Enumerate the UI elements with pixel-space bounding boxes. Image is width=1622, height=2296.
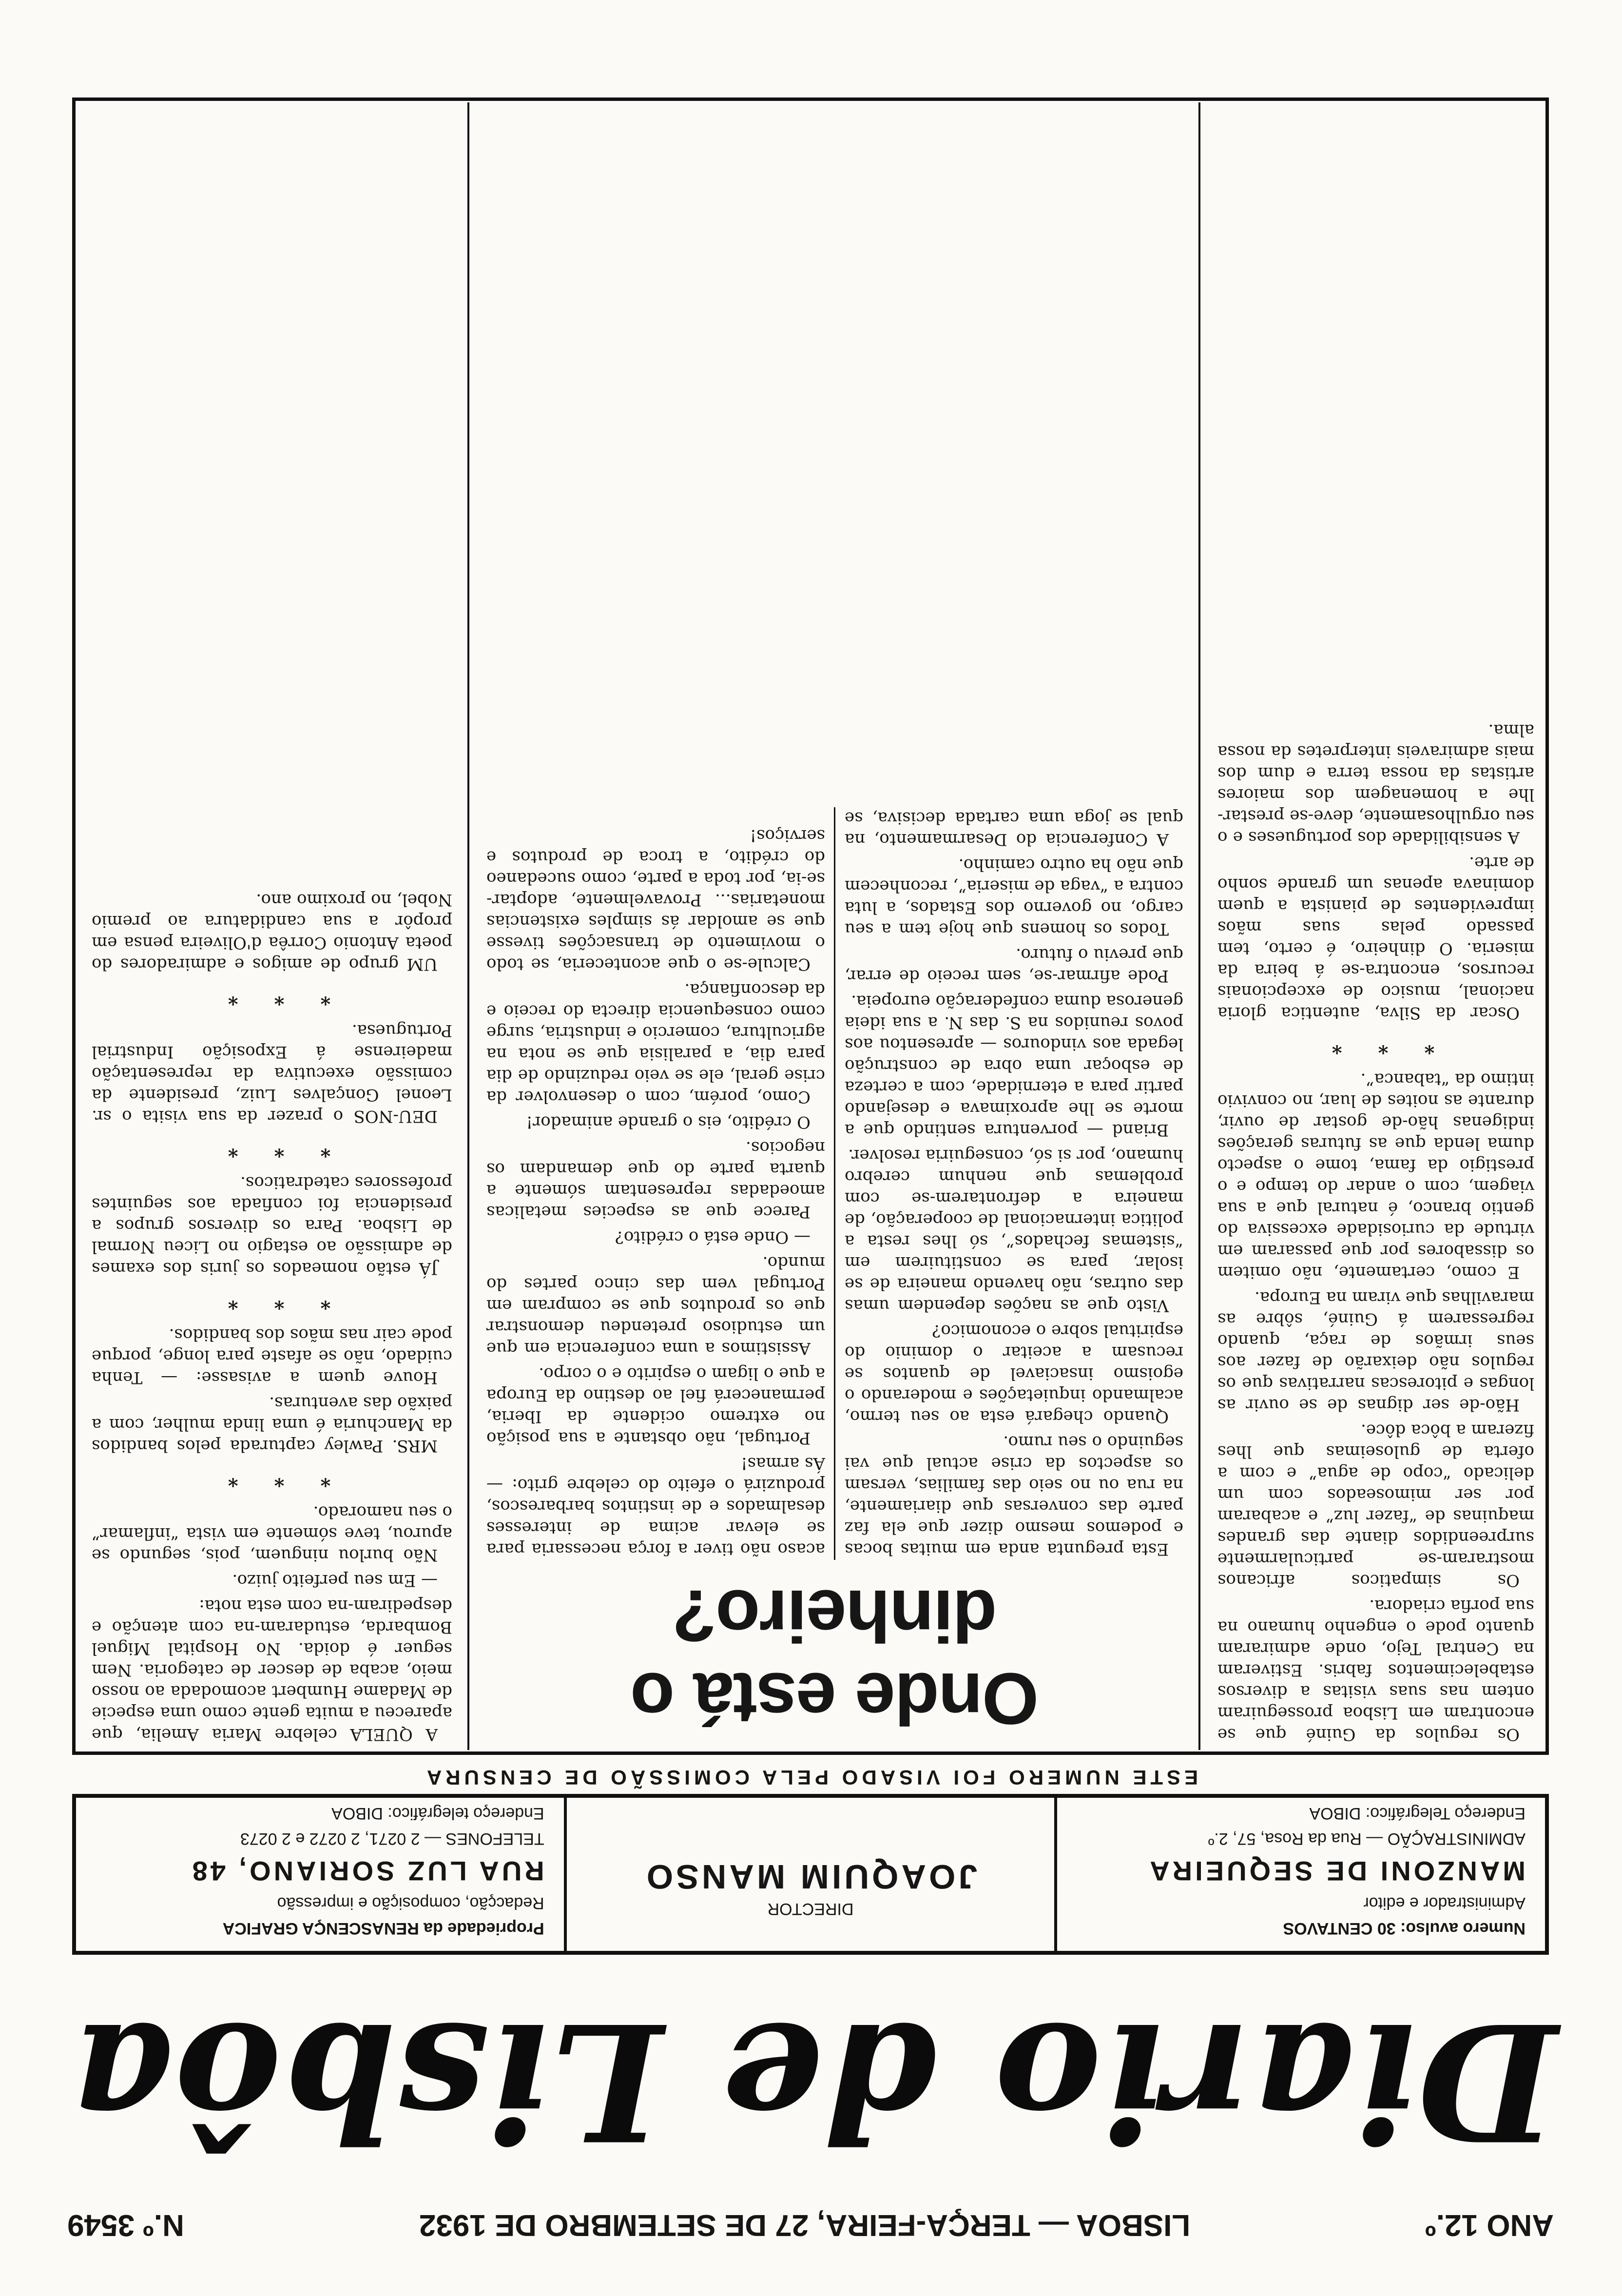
article-paragraph: MRS. Pawley capturada pelos bandidos da Manchuria é uma linda mulher, com a paixão das aventuras. xyxy=(92,1393,452,1456)
separator-stars: * * * xyxy=(213,1290,331,1313)
director-label: DIRECTOR xyxy=(767,1900,854,1918)
dateline: LISBOA — TERÇA-FEIRA, 27 DE SETEMBRO DE 1932 xyxy=(419,2208,1191,2242)
redaction: Redacção, composição e impressão xyxy=(277,1894,544,1912)
article-paragraph: O crédito, eis o grande animador! xyxy=(526,1112,811,1132)
article-paragraph: Parece que as especies metalicas amoedadas representam sómente a quarta parte do que demandam os negocios. xyxy=(486,1138,825,1222)
article-paragraph: E como, certamente, não omitem os dissabores por que passaram em virtude da curiosidade excessiva do gentio branco, é natural que a sua viagem, com o andar do tempo e o prestigio da fama, tome o aspecto duma lenda que as futuras gerações indigenas hão-de gostar de ouvir, durante as noites de luar, no convivio intimo da “tabanca”. xyxy=(1217,1070,1534,1282)
separator-stars: * * * xyxy=(213,1138,331,1161)
article-paragraph: Quando chegará esta ao seu termo, acalmando inquietações e moderando o egoismo insaciavel de quantos se recusam a aceitar o dominio do espiritual sobre o economico? xyxy=(845,1321,1183,1426)
separator-stars: * * * xyxy=(213,1468,331,1491)
separator-stars: * * * xyxy=(1317,1035,1435,1058)
article-paragraph: A Conferencia do Desarmamento, na qual se joga uma cartada decisiva, se acaso não tiver a força necessaria para se elevar acima de interesses desalmados e de instintos barbarescos, produzirá o efeito do celebre grito: — Ás armas! xyxy=(486,808,1183,1559)
admin-name: MANZONI DE SEQUEIRA xyxy=(1147,1856,1525,1887)
publisher-info-box xyxy=(72,1794,1549,1955)
admin-address: ADMINISTRAÇÃO — Rua da Rosa, 57, 2.º xyxy=(1208,1829,1525,1848)
property-cell xyxy=(76,1798,567,1951)
article-paragraph: A QUELA celebre Maria Amelia, que apareceu a muita gente como uma especie de Madame Humbert acomodada ao nosso meio, acaba de descer de categoria. Nem seguer é doida. No Hospital Miguel Bombarda, estudaram-na com atenção e despediram-na com esta nota: xyxy=(92,1596,452,1744)
director-name: JOAQUIM MANSO xyxy=(643,1858,978,1896)
article-paragraph: DEU-NOS o prazer da sua visita o sr. Leonel Gonçalves Luiz, presidente da comissão executiva da representação madeirense á Exposição Industrial Portuguesa. xyxy=(92,1021,452,1126)
article-paragraph: — Onde está o crédito? xyxy=(615,1227,811,1247)
year-label: ANO 12.º xyxy=(1425,2208,1554,2242)
article-paragraph: Como, porém, com o desenvolver da crise geral, ele se veio reduzindo de dia para dia, a paralisia que se nota na agricultura, comercio e industria, surge como consequencia directa do receio e da desconfiança. xyxy=(486,980,825,1107)
censorship-notice: ESTE NUMERO FOI VISADO PELA COMISSÃO DE CENSURA xyxy=(423,1766,1198,1789)
article-paragraph: Esta pregunta anda em muitas bocas e podemos mesmo dizer que ela faz parte das conversas que diariamente, na rua ou no seio das familias, versam os aspectos da crise actual que vai seguindo o seu rumo. xyxy=(845,1432,1183,1559)
article-paragraph: Todos os homens que hoje tem a seu cargo, no governo dos Estados, a luta contra a “vaga de miseria”, reconhecem que não ha outro caminho. xyxy=(845,855,1183,939)
article-paragraph: Hão-de ser dignas de se ouvir as longas e pitorescas narrativas que os regulos não deixarão de fazer aos seus irmãos de raça, quando regressarem á Guiné, sôbre as maravilhas que viram na Europa. xyxy=(1217,1288,1534,1415)
phones: TELEFONES — 2 0271, 2 0272 e 2 0273 xyxy=(240,1829,544,1848)
article-paragraph: Os regulos da Guiné que se encontram em Lisboa prosseguiram ontem nas suas visitas a diversos estabelecimentos fabris. Estiveram na Central Tejo, onde admiraram quanto pode o engenho humano na sua porfia criadora. xyxy=(1217,1596,1534,1744)
street: RUA LUZ SORIANO, 48 xyxy=(189,1856,544,1887)
article-paragraph: — Em seu perfeito juizo. xyxy=(232,1571,438,1590)
article-paragraph: Os simpaticos africanos mostraram-se particularmente surpreendidos diante das grandes maquinas de “fazer luz” e acabaram por ser mimoseados com um delicado “copo de agua” e com a oferta de guloseimas que lhes fizeram a bôca dôce. xyxy=(1217,1420,1534,1590)
admin-label: Administrador e editor xyxy=(1363,1894,1525,1912)
main-headline: Onde está o dinheiro? xyxy=(631,1575,1039,1740)
price: Numero avulso: 30 CENTAVOS xyxy=(1283,1919,1525,1938)
article-paragraph: Visto que as nações dependem umas das outras, não havendo maneira de se isolar, para se constituirem em “sistemas fechados”, só lhes resta a politica internacional de cooperação, de maneira a defrontarem-se com problemas que nenhum cerebro humano, por si só, conseguiria resolver. xyxy=(845,1146,1183,1315)
article-paragraph: Calcule-se o que aconteceria, se todo o movimento de transacções tivesse que se amoldar ás simples existencias monetarias... Provavelmente, adoptar-se-ia, por toda a parte, como sucedaneo do crédito, a troca de produtos e serviços! xyxy=(486,826,825,974)
separator-stars: * * * xyxy=(213,986,331,1009)
dateline-bar xyxy=(67,2208,1554,2242)
column-rule xyxy=(1198,102,1200,1750)
article-paragraph: UM grupo de amigos e admiradores do poeta Antonio Corrêa d'Oliveira pensa em propôr a sua candidatura ao premio Nobel, no proximo ano. xyxy=(92,890,452,974)
article-paragraph: Briand — porventura sentindo que a morte se lhe aproximava e desejando partir para a eternidade, com a certeza de esboçar uma obra de construção legada aos vindouros — apresentou aos povos reunidos na S. das N. a sua ideia generosa duma confederação europeia. xyxy=(845,992,1183,1140)
article-paragraph: Portugal, não obstante a sua posição no extremo ocidente da Iberia, permanecerá fiel ao destino da Europa a que o ligam o espirito e o corpo. xyxy=(486,1364,825,1448)
left-column xyxy=(1217,107,1534,1745)
article-paragraph: JÁ estão nomeados os juris dos exames de admissão ao estagio no Liceu Normal de Lisboa. Para os diversos grupos a presidencia foi confiada aos seguintes professores catedraticos. xyxy=(92,1173,452,1278)
article-paragraph: Não burlou ninguem, pois, segundo se apurou, teve sómente em vista “inflamar” o seu namorado. xyxy=(92,1502,452,1565)
main-article-body xyxy=(486,807,1183,1560)
director-cell xyxy=(567,1798,1058,1951)
main-article xyxy=(486,107,1183,1745)
right-column xyxy=(92,107,452,1745)
article-paragraph: Assistimos a uma conferencia em que um estudioso pretendeu demonstrar que os produtos que se compram em Portugal vem das cinco partes do mundo. xyxy=(486,1253,825,1358)
article-paragraph: Oscar da Silva, autentica gloria nacional, musico de excepcionais recursos, encontra-se á beira da miseria. O dinheiro, é certo, tem passado pelas suas mãos imprevidentes de pianista a quem dominava apenas um grande sonho de arte. xyxy=(1217,853,1534,1023)
telegraph-address: Endereço telegráfico: DIBOA xyxy=(331,1804,544,1823)
property: Propriedade da RENASCENÇA GRAFICA xyxy=(222,1919,544,1938)
admin-telegraph: Endereço Telegráfico: DIBOA xyxy=(1309,1804,1525,1823)
admin-cell xyxy=(1057,1798,1545,1951)
article-paragraph: Pode afirmar-se, sem receio de errar, que previu o futuro. xyxy=(845,945,1183,986)
article-paragraph: A sensibilidade dos portugueses e o seu orgulhosamente, deve-se prestar-lhe a homenagem dos maiores artistas da nossa terra e dum dos mais admiraveis interpretes da nossa alma. xyxy=(1217,720,1534,847)
masthead: Diario de Lisbôa xyxy=(68,1987,1558,2176)
issue-number: N.º 3549 xyxy=(67,2208,184,2242)
column-rule xyxy=(467,102,469,1750)
article-paragraph: Houve quem a avisasse: — Tenha cuidado, não se afaste para longe, porque pode cair nas mãos dos bandidos. xyxy=(92,1325,452,1387)
